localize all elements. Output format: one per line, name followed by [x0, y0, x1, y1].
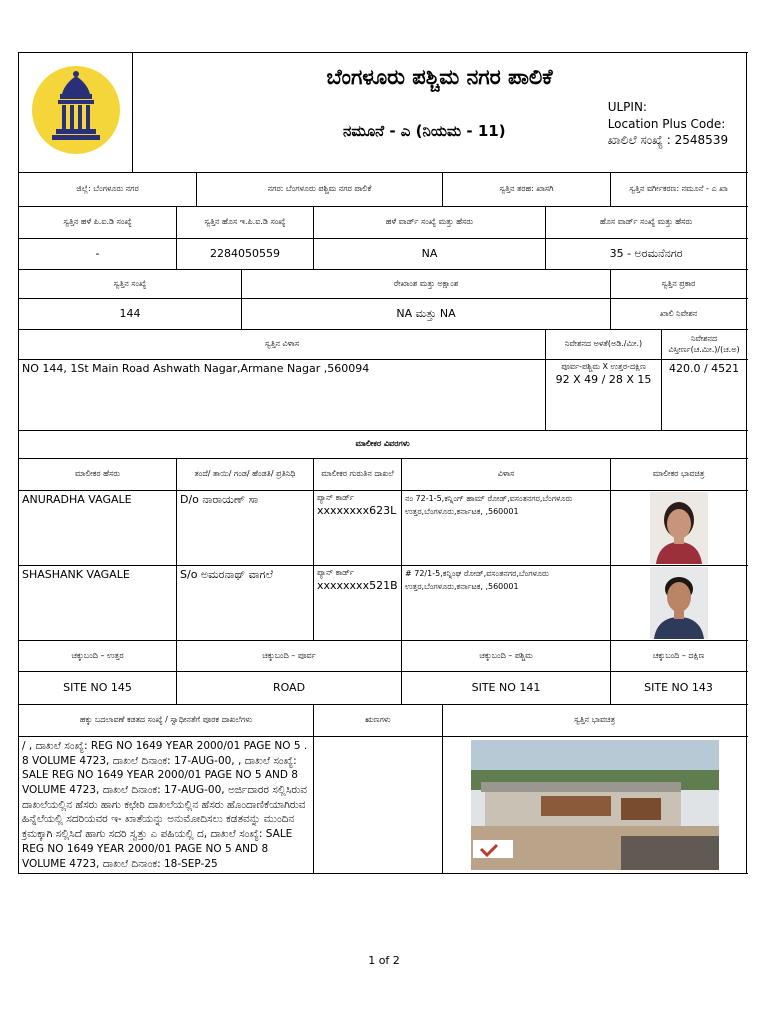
owner-id-type: ಪ್ಯಾನ್ ಕಾರ್ಡ್: [317, 568, 354, 577]
owners-title: ಮಾಲೀಕರ ವಿವರಗಳು: [19, 431, 747, 459]
boundary-west-value: SITE NO 141: [402, 672, 611, 705]
header-cell: [133, 53, 747, 173]
property-kind-header: ಸ್ವತ್ತಿನ ಪ್ರಕಾರ: [611, 270, 747, 299]
owner-address-header: ವಿಳಾಸ: [402, 459, 611, 491]
owner-address: ನಂ 72-1-5,ಕನ್ನಿಂಗ್ ಹಾಮ್ ರೋಡ್,ವಸಂತನಗರ,ಬೆಂಗಳೂರು ಉತ್ತರ,ಬೆಂಗಳೂರು,ಕರ್ನಾಟಕ, ,560001: [402, 491, 611, 566]
property-photo: [471, 740, 719, 870]
property-photo-cell: [443, 737, 747, 874]
owner-photo: [650, 492, 708, 564]
khata-number-row: [608, 132, 728, 148]
ulpin-label: ULPIN:: [607, 100, 647, 115]
corporation-title: ಬೆಂಗಳೂರು ಪಶ್ಚಿಮ ನಗರ ಪಾಲಿಕೆ: [326, 65, 553, 89]
old-ward-header: ಹಳೆ ವಾರ್ಡ್ ಸಂಖ್ಯೆ ಮತ್ತು ಹೆಸರು: [314, 207, 546, 239]
lat-long-value: NA ಮತ್ತು NA: [242, 299, 611, 330]
bbmp-seal-icon: [30, 64, 122, 156]
transfer-details: / , ದಾಖಲೆ ಸಂಖ್ಯೆ: REG NO 1649 YEAR 2000/01 PAGE NO 5 . 8 VOLUME 4723, ದಾಖಲೆ ದಿನಾಂಕ: 17-AUG-00, , ದಾಖಲೆ ಸಂಖ್ಯೆ: SALE REG NO 1649 YEAR 2000/01 PAGE NO 5 AND 8 VOLUME 4723, ದಾಖಲೆ ದಿನಾಂಕ: 17-AUG-00, ಅರ್ಜಿದಾರರ ಸಲ್ಲಿಸಿರುವ ದಾಖಲೆಯಲ್ಲಿನ ಹೆಸರು ಹಾಗು ಕಛೇರಿ ದಾಖಲೆಯಲ್ಲಿನ ಹೆಸರು ಹೊಂದಾಣಿಕೆಯಾಗಿರುವ ಹಿನ್ನೆಲೆಯಲ್ಲಿ ಸದರಿಯವರ ಇ- ಖಾತೆಯನ್ನು ಅನುಮೋದಿಸಲು ಕಡತವನ್ನು ಮುಂದಿನ ಕ್ರಮಕ್ಕಾಗಿ ಸಲ್ಲಿಸಿದೆ ಹಾಗು ಸದರಿ ಸ್ವತ್ತು ಎ ಪಹಿಯಲ್ಲಿ ದ, ದಾಖಲೆ ಸಂಖ್ಯೆ: SALE REG NO 1649 YEAR 2000/01 PAGE NO 5 AND 8 VOLUME 4723, ದಾಖಲೆ ದಿನಾಂಕ: 18-SEP-25: [19, 737, 314, 874]
khata-number: 2548539: [674, 132, 729, 147]
boundary-south-header: ಚಕ್ಕುಬಂದಿ – ದಕ್ಷಿಣ: [611, 641, 747, 672]
owner-id-cell: [314, 566, 402, 641]
owner-relation: D/o ನಾರಾಯಣ್ ಸಾ: [177, 491, 314, 566]
transfer-header: ಹಕ್ಕು ಬದಲಾವಣೆ ಕಡತದ ಸಂಖ್ಯೆ / ಸ್ವಾಧೀನತೆಗೆ ಪೂರಕ ದಾಖಲೆಗಳು: [19, 705, 314, 737]
new-epid-value: 2284050559: [177, 239, 314, 270]
area-value: 420.0 / 4521: [662, 360, 747, 431]
woman-portrait-icon: [650, 492, 708, 564]
dimension-cell: [546, 360, 662, 431]
new-epid-header: ಸ್ವತ್ತಿನ ಹೊಸ ಇ.ಪಿ.ಐ.ಡಿ ಸಂಖ್ಯೆ: [177, 207, 314, 239]
owner-row: [19, 566, 747, 641]
old-pid-header: ಸ್ವತ್ತಿನ ಹಳೆ ಪಿ.ಐ.ಡಿ ಸಂಖ್ಯೆ: [19, 207, 177, 239]
page-number: 1 of 2: [368, 954, 400, 967]
owner-photo-header: ಮಾಲೀಕರ ಭಾವಚಿತ್ರ: [611, 459, 747, 491]
man-portrait-icon: [650, 567, 708, 639]
new-ward-header: ಹೊಸ ವಾರ್ಡ್ ಸಂಖ್ಯೆ ಮತ್ತು ಹೆಸರು: [546, 207, 747, 239]
plus-code-label: Location Plus Code:: [607, 116, 726, 131]
owner-id-type: ಪ್ಯಾನ್ ಕಾರ್ಡ್: [317, 493, 354, 502]
owner-name: ANURADHA VAGALE: [19, 491, 177, 566]
owner-photo-cell: [611, 566, 747, 641]
khata-table: [18, 52, 747, 874]
owner-id-header: ಮಾಲೀಕರ ಗುರುತಿನ ದಾಖಲೆ: [314, 459, 402, 491]
property-number-header: ಸ್ವತ್ತಿನ ಸಂಖ್ಯೆ: [19, 270, 242, 299]
owner-address: # 72/1-5,ಕನ್ನಿಂಘ ರೋಡ್,ವಸಂತನಗರ,ಬೆಂಗಳೂರು ಉತ್ತರ,ಬೆಂಗಳೂರು,ಕರ್ನಾಟಕ, ,560001: [402, 566, 611, 641]
owner-id-number: xxxxxxxx623L: [317, 503, 397, 517]
seal-cell: [19, 53, 133, 173]
building-photo-icon: [471, 740, 719, 870]
owner-row: [19, 491, 747, 566]
lat-long-header: ರೇಖಾಂಶ ಮತ್ತು ಅಕ್ಷಾಂಶ: [242, 270, 611, 299]
encumbrance-value: [314, 737, 443, 874]
address-header: ಸ್ವತ್ತಿನ ವಿಳಾಸ: [19, 330, 546, 360]
header-info: [608, 99, 728, 148]
owner-name-header: ಮಾಲೀಕರ ಹೆಸರು: [19, 459, 177, 491]
owner-photo: [650, 567, 708, 639]
area-header: ನಿವೇಶನದ ವಿಸ್ತೀರ್ಣ(ಚ.ಮೀ.)/(ಚ.ಅ): [662, 330, 747, 360]
dimension-header: ನಿವೇಶನದ ಅಳತೆ(ಅಡಿ./ಮೀ.): [546, 330, 662, 360]
new-ward-value: 35 - ಅರಮನೆನಗರ: [546, 239, 747, 270]
owner-name: SHASHANK VAGALE: [19, 566, 177, 641]
owner-photo-cell: [611, 491, 747, 566]
boundary-east-header: ಚಕ್ಕುಬಂದಿ – ಪೂರ್ವ: [177, 641, 402, 672]
property-address: NO 144, 1St Main Road Ashwath Nagar,Armane Nagar ,560094: [19, 360, 546, 431]
form-title: ನಮೂನೆ - ಎ (ನಿಯಮ - 11): [343, 122, 506, 141]
dimension-label: ಪೂರ್ವ-ಪಶ್ಚಿಮ X ಉತ್ತರ-ದಕ್ಷಿಣ: [561, 362, 646, 371]
boundary-south-value: SITE NO 143: [611, 672, 747, 705]
district-cell: ಜಿಲ್ಲೆ: ಬೆಂಗಳೂರು ನಗರ: [19, 173, 197, 207]
boundary-north-value: SITE NO 145: [19, 672, 177, 705]
owner-id-number: xxxxxxxx521B: [317, 578, 398, 592]
city-cell: ನಗರ: ಬೆಂಗಳೂರು ಪಶ್ಚಿಮ ನಗರ ಪಾಲಿಕೆ: [197, 173, 443, 207]
property-type-cell: ಸ್ವತ್ತಿನ ತರಹ: ಖಾಸಗಿ: [443, 173, 611, 207]
boundary-west-header: ಚಕ್ಕುಬಂದಿ – ಪಶ್ಚಿಮ: [402, 641, 611, 672]
property-class-cell: ಸ್ವತ್ತಿನ ವರ್ಗೀಕರಣ: ನಮೂನೆ - ಎ ಖಾ: [611, 173, 747, 207]
dimension-value: 92 X 49 / 28 X 15: [555, 372, 652, 386]
property-number-value: 144: [19, 299, 242, 330]
boundary-north-header: ಚಕ್ಕುಬಂದಿ – ಉತ್ತರ: [19, 641, 177, 672]
property-kind-value: ಖಾಲಿ ನಿವೇಶನ: [611, 299, 747, 330]
boundary-east-value: ROAD: [177, 672, 402, 705]
khata-label: ಖಾಲಿಲೆ ಸಂಖ್ಯೆ :: [607, 132, 671, 147]
owner-relation: S/o ಅಮರನಾಥ್ ವಾಗಲೆ: [177, 566, 314, 641]
owner-relation-header: ತಂದೆ/ ತಾಯಿ/ ಗಂಡ/ ಹೆಂಡತಿ/ ಪ್ರತಿನಿಧಿ: [177, 459, 314, 491]
khata-document: [18, 52, 746, 874]
old-ward-value: NA: [314, 239, 546, 270]
encumbrance-header: ಋಣಗಳು: [314, 705, 443, 737]
old-pid-value: -: [19, 239, 177, 270]
property-photo-header: ಸ್ವತ್ತಿನ ಭಾವಚಿತ್ರ: [443, 705, 747, 737]
owner-id-cell: [314, 491, 402, 566]
